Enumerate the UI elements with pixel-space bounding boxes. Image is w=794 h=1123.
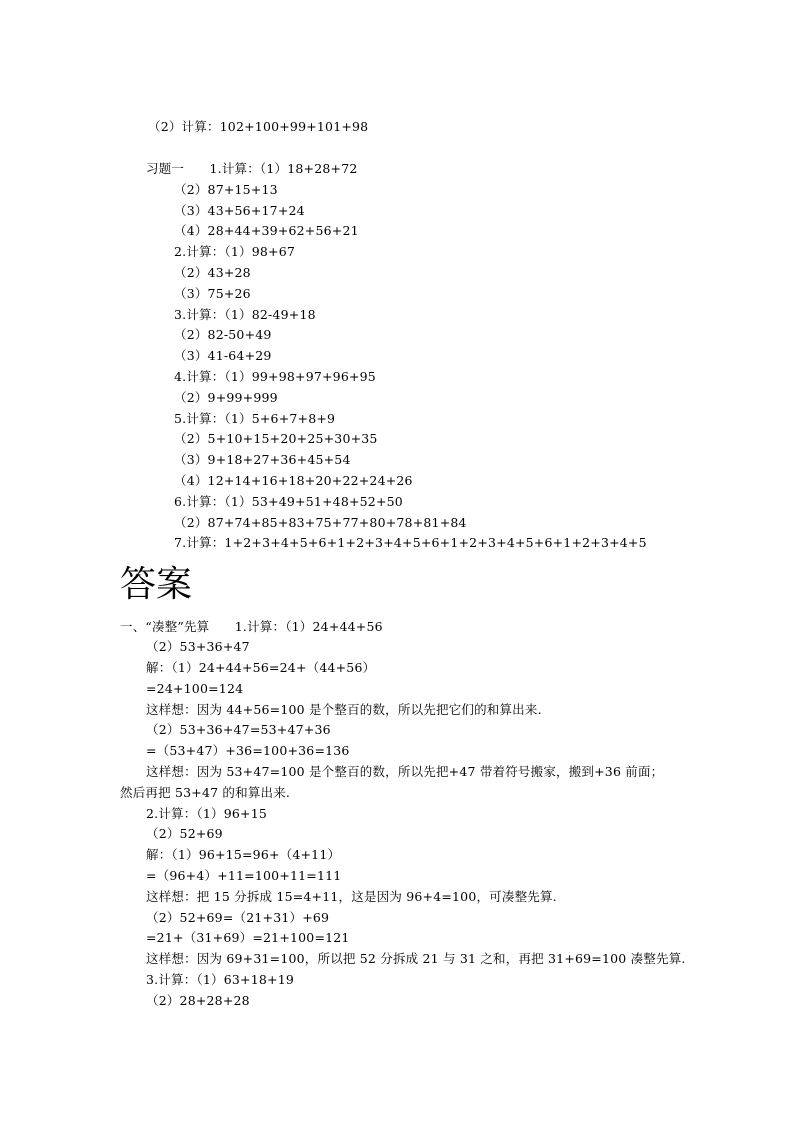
exercise-line: （3）43+56+17+24 xyxy=(174,203,305,218)
exercise-line: （4）28+44+39+62+56+21 xyxy=(174,223,359,238)
exercise-line: 5.计算：（1）5+6+7+8+9 xyxy=(174,411,336,426)
exercise-line: 6.计算：（1）53+49+51+48+52+50 xyxy=(174,494,403,509)
exercise-line: 7.计算：1+2+3+4+5+6+1+2+3+4+5+6+1+2+3+4+5+6+1+2+3+4+5 xyxy=(174,535,647,550)
exercise-line: 习题一 1.计算：（1）18+28+72 xyxy=(146,161,358,176)
answer-line: 这样想：因为 53+47=100 是个整百的数，所以先把+47 带着符号搬家，搬到+36 前面； xyxy=(146,764,664,779)
answer-line: （2）52+69 xyxy=(146,826,223,841)
answer-line: （2）28+28+28 xyxy=(146,993,250,1008)
exercise-line: （3）41-64+29 xyxy=(174,348,272,363)
answer-line: 解：（1）96+15=96+（4+11） xyxy=(146,847,341,862)
exercise-line: （3）75+26 xyxy=(174,286,251,301)
answer-line: 解：（1）24+44+56=24+（44+56） xyxy=(146,660,376,675)
exercise-line: （3）9+18+27+36+45+54 xyxy=(174,452,351,467)
answer-line: =21+（31+69）=21+100=121 xyxy=(146,930,350,945)
exercise-line: （2）87+15+13 xyxy=(174,182,278,197)
exercise-line: （2）9+99+999 xyxy=(174,390,278,405)
exercise-line: 4.计算：（1）99+98+97+96+95 xyxy=(174,369,376,384)
exercise-line: （2）82-50+49 xyxy=(174,327,272,342)
answer-line: （2）53+36+47 xyxy=(146,639,250,654)
exercise-line: 3.计算：（1）82-49+18 xyxy=(174,307,316,322)
answer-heading: 答案 xyxy=(120,564,193,605)
answer-line: 这样想：因为 44+56=100 是个整百的数，所以先把它们的和算出来. xyxy=(146,702,542,717)
answer-line: =24+100=124 xyxy=(146,681,244,696)
answer-line: =（53+47）+36=100+36=136 xyxy=(146,743,350,758)
answer-line: （2）53+36+47=53+47+36 xyxy=(146,722,331,737)
answer-line: 然后再把 53+47 的和算出来. xyxy=(120,785,291,800)
top-item-line: （2）计算：102+100+99+101+98 xyxy=(148,119,369,134)
exercise-line: 2.计算：（1）98+67 xyxy=(174,244,296,259)
exercise-line: （4）12+14+16+18+20+22+24+26 xyxy=(174,473,413,488)
answer-line: 一、“凑整”先算 1.计算：（1）24+44+56 xyxy=(120,619,383,634)
exercise-line: （2）5+10+15+20+25+30+35 xyxy=(174,431,378,446)
answer-line: =（96+4）+11=100+11=111 xyxy=(146,868,342,883)
answer-line: 这样想：把 15 分拆成 15=4+11，这是因为 96+4=100，可凑整先算. xyxy=(146,889,557,904)
answer-line: 2.计算：（1）96+15 xyxy=(146,806,268,821)
exercise-line: （2）87+74+85+83+75+77+80+78+81+84 xyxy=(174,515,467,530)
exercise-line: （2）43+28 xyxy=(174,265,251,280)
answer-line: （2）52+69=（21+31）+69 xyxy=(146,910,330,925)
answer-line: 3.计算：（1）63+18+19 xyxy=(146,972,294,987)
answer-line: 这样想：因为 69+31=100，所以把 52 分拆成 21 与 31 之和，再把 31+69=100 凑整先算. xyxy=(146,951,686,966)
